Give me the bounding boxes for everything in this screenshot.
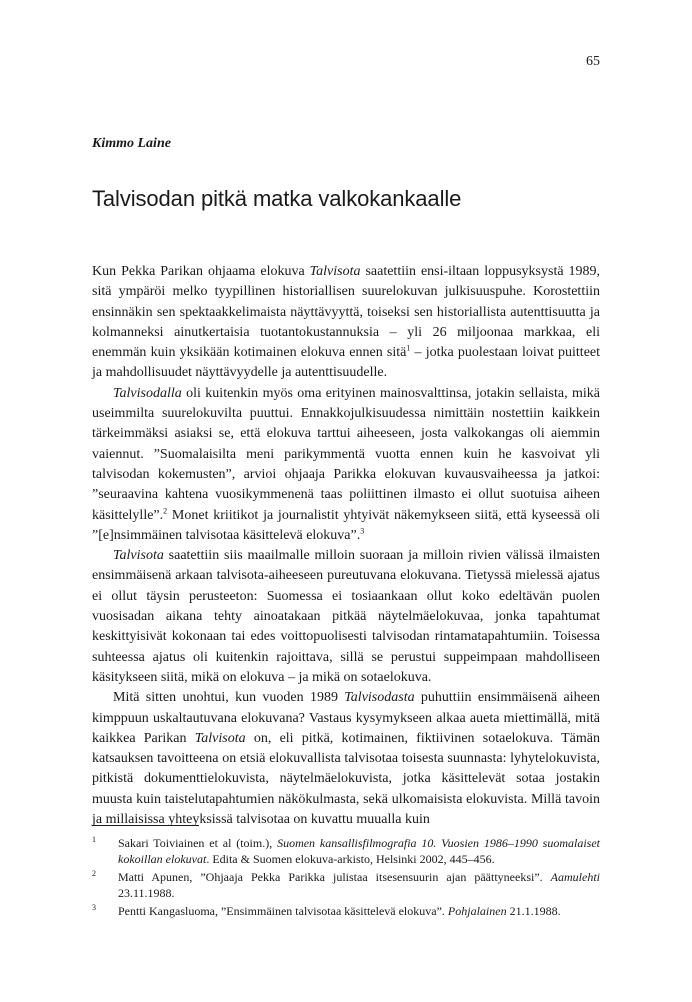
paragraph-text: Monet kriitikot ja journalistit yhtyivät näkemykseen siitä, että kyseessä oli ”[e]nsimmäinen talvisotaa käsittelevä elokuva”.: [92, 507, 600, 543]
film-title: Talvisota: [113, 548, 164, 564]
paragraph-text: Kun Pekka Parikan ohjaama elokuva: [92, 264, 310, 279]
footnote-2: [92, 869, 600, 901]
author-name: Kimmo Laine: [92, 136, 171, 151]
footnote-3: [92, 903, 600, 919]
chapter-title: Talvisodan pitkä matka valkokankaalle: [92, 186, 462, 211]
film-title: Talvisodasta: [344, 690, 415, 706]
paragraph-4: [92, 688, 600, 830]
footnote-text: Matti Apunen, ”Ohjaaja Pekka Parikka julistaa itsesensuurin ajan päättyneeksi”.: [118, 870, 551, 884]
footnote-mark: 2: [92, 869, 96, 878]
body-text: [92, 262, 600, 830]
footnote-ref: 2: [163, 505, 168, 515]
footnote-italic: Aamulehti: [550, 870, 600, 884]
footnote-ref: 3: [360, 526, 365, 536]
footnote-ref: 1: [406, 343, 411, 353]
footnote-italic: Suomen kansallisfilmografia 10. Vuosien 1986–1990 suomalaiset kokoillan elokuvat: [118, 836, 600, 866]
footnote-mark: 1: [92, 835, 96, 844]
page-number: 65: [586, 54, 600, 69]
paragraph-text: saatettiin siis maailmalle milloin suoraan ja milloin rivien välissä ilmaisten ensimmäisenä arkaan talvisota-aiheeseen pureutuvana elokuvana. Tietyssä mielessä ajatus ei ollut täysin perusteeton: Suomessa ei tosiaankaan ollut koko edeltävän puolen vuosisadan aikana tehty ainoatakaan pitkää näytelmäelokuvaa, jonka tapahtumat keskittyisivät kokonaan tai edes voittopuolisesti talvisodan rintamatapahtumiin. Toisessa suhteessa ajatus oli kuitenkin rajoittava, sillä se perustui suppeimpaan mahdolliseen käsitykseen siitä, mikä on elokuva – ja mikä on sotaelokuva.: [92, 548, 600, 685]
paragraph-text: saatettiin ensi-iltaan loppusyksystä 1989, sitä ympäröi melko tyypillinen historiallisen suurelokuvan julkisuuspuhe. Korostettiin ensinnäkin sen spektaakkelimaista näyttävyyttä, toiseksi sen historiallista autenttisuutta ja kolmanneksi ainutkertaisia tuotantokustannuksia – yli 26 miljoonaa markkaa, eli enemmän kuin yksikään kotimainen elokuva ennen sitä: [92, 264, 601, 361]
footnote-text: . Edita & Suomen elokuva-arkisto, Helsinki 2002, 445–456.: [206, 852, 495, 866]
film-title: Talvisota: [194, 730, 246, 746]
paragraph-text: Mitä sitten unohtui, kun vuoden 1989: [113, 690, 345, 706]
footnote-text: 23.11.1988.: [118, 886, 175, 900]
paragraph-1: [92, 262, 600, 384]
paragraph-3: [92, 546, 600, 688]
paragraph-text: puhuttiin ensimmäisenä aiheen kimppuun uskaltautuvana elokuvana? Vastaus kysymykseen alkaa aueta miettimällä, mitä kaikkea Parikan: [92, 690, 600, 746]
paragraph-2: [92, 384, 600, 546]
footnote-mark: 3: [92, 903, 96, 912]
footnote-text: Sakari Toiviainen et al (toim.),: [118, 836, 278, 850]
footnote-divider: [92, 825, 199, 826]
footnote-text: Pentti Kangasluoma, ”Ensimmäinen talvisotaa käsittelevä elokuva”.: [118, 904, 448, 918]
paragraph-text: – jotka puolestaan loivat puitteet ja mahdollisuudet näyttävyydelle ja autenttisuudelle.: [92, 345, 601, 381]
footnotes: [92, 835, 600, 921]
film-title: Talvisota: [309, 264, 361, 279]
footnote-1: [92, 835, 600, 867]
footnote-italic: Pohjalainen: [447, 904, 507, 918]
paragraph-text: oli kuitenkin myös oma erityinen mainosvalttinsa, jotakin sellaista, mikä useimmilta suurelokuvilta puuttui. Ennakkojulkisuudessa nimittäin nostettiin kaikkein tärkeimmäksi asiaksi se, että elokuva tarttui aiheeseen, josta valkokangas oli aiemmin vaiennut. ”Suomalaisilta meni parikymmentä vuotta ennen kuin he kasvoivat yli talvisodan kokemusten”, arvioi ohjaaja Parikka elokuvan kuvausvaiheessa ja jatkoi: ”seuraavina kahtena vuosikymmenenä taas poliittinen ilmasto ei ollut suotuisa aiheen käsittelylle”.: [92, 385, 600, 523]
paragraph-text: on, eli pitkä, kotimainen, fiktiivinen sotaelokuva. Tämän katsauksen tavoitteena on etsiä elokuvallista talvisotaa toisesta suunnasta: lyhytelokuvista, pitkistä dokumenttielokuvista, näytelmäelokuvista, jotka käsittelevät sotaa jostakin muusta kuin taistelutapahtumien näkökulmasta, sekä ulkomaisista elokuvista. Millä tavoin ja millaisissa yhteyksissä talvisotaa on kuvattu muualla kuin: [92, 730, 600, 828]
film-title: Talvisodalla: [113, 385, 182, 401]
footnote-text: 21.1.1988.: [506, 904, 561, 918]
